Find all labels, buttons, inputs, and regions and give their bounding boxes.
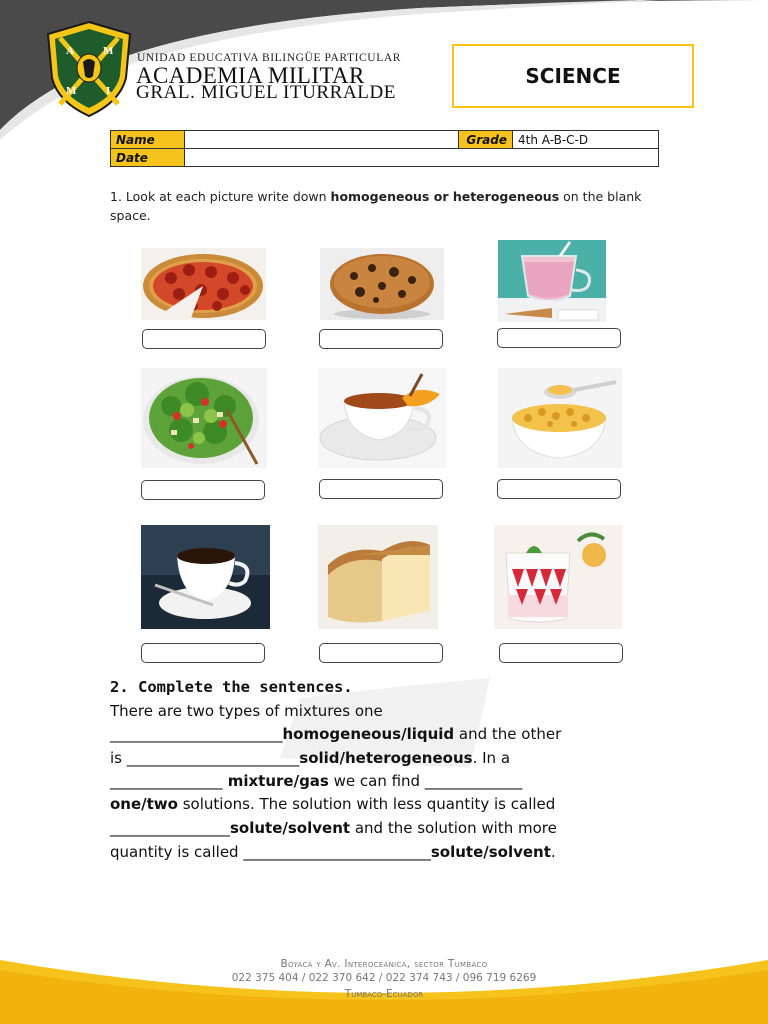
sentence-text: and the solution with more [350, 819, 557, 837]
sentence-line [110, 843, 556, 861]
sentence-line [110, 725, 561, 743]
answer-blank-cereal[interactable] [497, 479, 621, 499]
sentence-line [110, 795, 555, 813]
answer-blank-tea[interactable] [319, 479, 443, 499]
crest-letter: M [66, 85, 77, 97]
sentence-text: and the other [454, 725, 562, 743]
question-2-title: 2. Complete the sentences. [110, 678, 353, 696]
grade-label: Grade [459, 131, 513, 149]
subject-box [452, 44, 694, 108]
salad-picture [141, 368, 267, 468]
school-subtitle: UNIDAD EDUCATIVA BILINGÜE PARTICULAR [137, 52, 402, 64]
sentence-text: is [110, 749, 127, 767]
answer-blank-pizza[interactable] [142, 329, 266, 349]
name-field[interactable] [185, 131, 459, 149]
prompt-text: 1. Look at each picture write down [110, 189, 331, 204]
prompt-bold: homogeneous or heterogeneous [330, 189, 560, 204]
sentence-text: . In a [472, 749, 511, 767]
name-label: Name [111, 131, 185, 149]
school-name: ACADEMIA MILITAR [136, 63, 365, 88]
school-crest-icon [46, 20, 132, 118]
fill-blank[interactable]: _______________ [110, 772, 223, 790]
sentence-text: solutions. The solution with less quantity is called [177, 795, 556, 813]
grade-value: 4th A-B-C-D [513, 131, 659, 149]
cake-picture [318, 525, 438, 629]
date-field[interactable] [185, 149, 659, 167]
answer-blank-cookie[interactable] [319, 329, 443, 349]
school-general-name: GRAL. MIGUEL ITURRALDE [136, 82, 396, 103]
coffee-picture [141, 525, 270, 629]
answer-option: solute/solvent [230, 819, 351, 837]
subject-title: SCIENCE [525, 64, 621, 88]
student-info-table [110, 130, 659, 167]
answer-option: homogeneous/liquid [282, 725, 455, 743]
footer-city: Tumbaco-Ecuador [344, 988, 424, 1000]
answer-blank-strawberry-dessert[interactable] [499, 643, 623, 663]
footer-address: Boyacá y Av. Interoceánica, sector Tumbaco [280, 958, 488, 970]
sentence-text: we can find [328, 772, 425, 790]
cookie-picture [320, 248, 444, 320]
answer-option: mixture/gas [222, 772, 329, 790]
answer-option: one/two [110, 795, 178, 813]
fill-blank[interactable]: _____________ [424, 772, 523, 790]
cereal-picture [498, 368, 622, 468]
prompt-text: on the blank space. [110, 189, 642, 223]
fill-blank[interactable]: _________________________ [243, 843, 431, 861]
answer-blank-salad[interactable] [141, 480, 265, 500]
sentence-line [110, 702, 383, 720]
sentence-line [110, 819, 557, 837]
answer-blank-cake[interactable] [319, 643, 443, 663]
sentence-text: quantity is called [110, 843, 244, 861]
crest-letter: M [103, 45, 114, 57]
crest-letter: A [66, 45, 74, 57]
fill-blank[interactable]: _______________________ [126, 749, 300, 767]
fill-blank[interactable]: _______________________ [110, 725, 283, 743]
sentence-line [110, 772, 522, 790]
sentence-text: . [550, 843, 556, 861]
question-1-prompt [110, 187, 650, 225]
answer-option: solute/solvent [430, 843, 551, 861]
crest-letter: I [106, 85, 111, 97]
sentence-line [110, 749, 510, 767]
sentence-text: There are two types of mixtures one [110, 702, 383, 720]
strawberry-dessert-picture [494, 525, 622, 629]
footer-phones: 022 375 404 / 022 370 642 / 022 374 743 / 096 719 6269 [231, 972, 537, 984]
fill-blank[interactable]: ________________ [110, 819, 230, 837]
tea-picture [318, 368, 446, 468]
answer-blank-milkshake[interactable] [497, 328, 621, 348]
milkshake-picture [498, 240, 606, 322]
answer-blank-coffee[interactable] [141, 643, 265, 663]
pizza-picture [141, 248, 266, 320]
date-label: Date [111, 149, 185, 167]
answer-option: solid/heterogeneous [299, 749, 473, 767]
